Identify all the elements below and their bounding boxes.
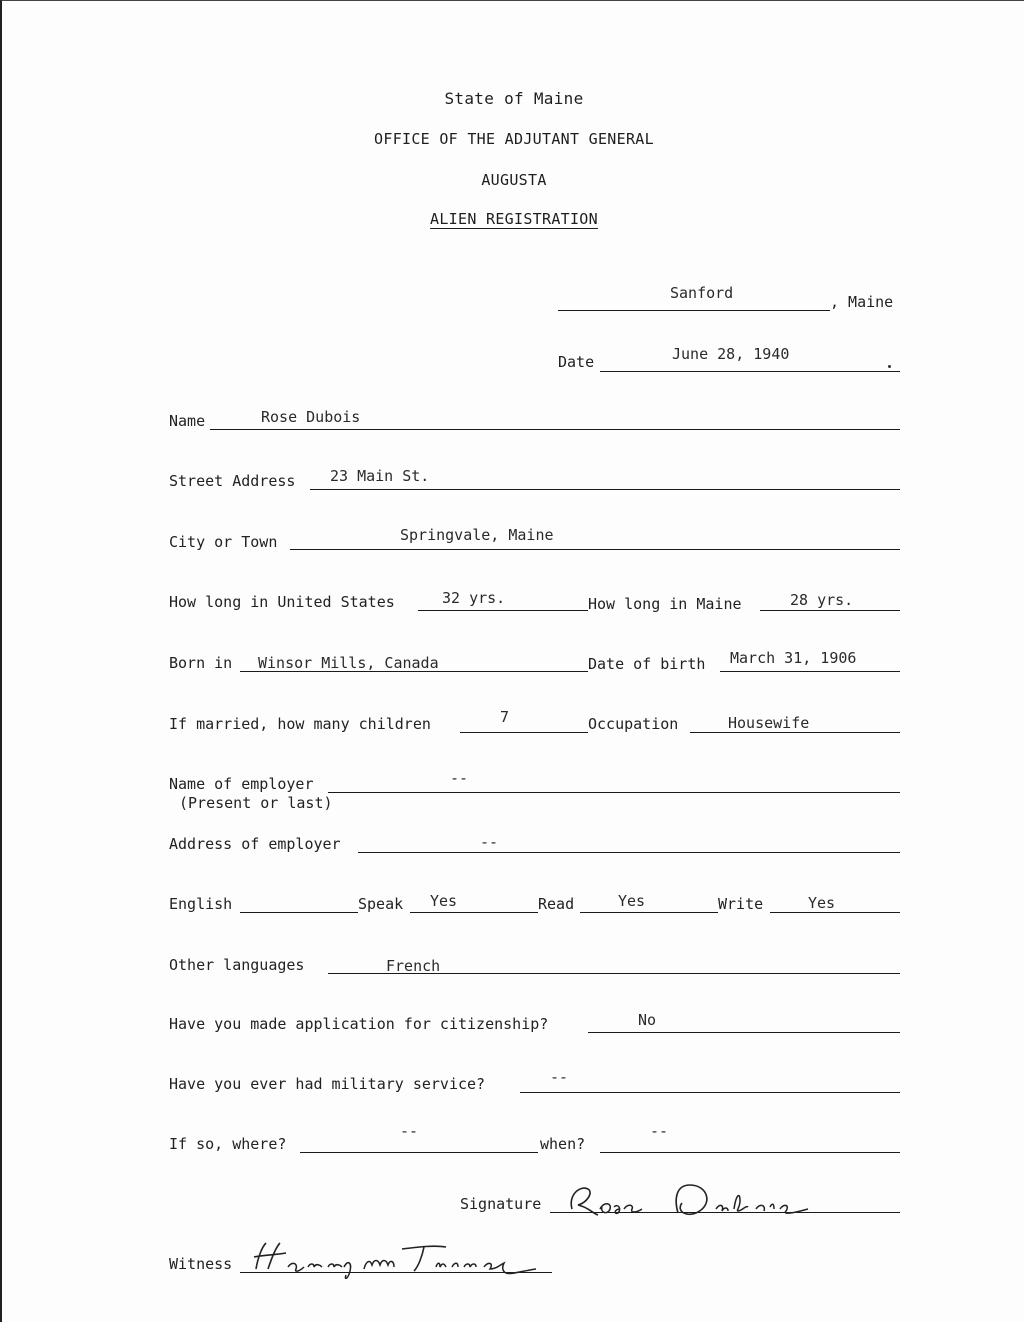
where-line bbox=[300, 1152, 538, 1153]
city-town-value: Springvale, Maine bbox=[400, 526, 554, 544]
street-value: 23 Main St. bbox=[330, 467, 430, 485]
children-value: 7 bbox=[500, 708, 510, 726]
employer-name-label: Name of employer bbox=[169, 775, 314, 793]
city-town-line bbox=[290, 549, 900, 550]
read-line bbox=[580, 912, 718, 913]
employer-address-line bbox=[358, 852, 900, 853]
citizenship-line bbox=[588, 1032, 900, 1033]
speak-line bbox=[410, 912, 538, 913]
form-title bbox=[2, 210, 1024, 228]
other-languages-label: Other languages bbox=[169, 956, 305, 974]
children-line bbox=[460, 732, 588, 733]
children-label: If married, how many children bbox=[169, 715, 431, 733]
write-line bbox=[770, 912, 900, 913]
signature-handwriting bbox=[558, 1179, 818, 1221]
occupation-value: Housewife bbox=[728, 714, 810, 732]
how-long-us-value: 32 yrs. bbox=[442, 589, 506, 607]
witness-handwriting bbox=[246, 1239, 536, 1279]
employer-address-value: -- bbox=[480, 833, 499, 851]
header-city: AUGUSTA bbox=[481, 171, 547, 189]
read-label: Read bbox=[538, 895, 575, 913]
write-value: Yes bbox=[808, 894, 836, 912]
how-long-maine-label: How long in Maine bbox=[588, 595, 742, 613]
how-long-maine-line bbox=[760, 610, 900, 611]
how-long-us-label: How long in United States bbox=[169, 593, 395, 611]
read-value: Yes bbox=[618, 892, 646, 910]
header-state: State of Maine bbox=[444, 89, 584, 108]
place-value: Sanford bbox=[670, 284, 734, 302]
where-value: -- bbox=[400, 1122, 419, 1140]
signature-label: Signature bbox=[460, 1195, 542, 1213]
city-town-label: City or Town bbox=[169, 533, 278, 551]
speak-value: Yes bbox=[430, 892, 458, 910]
born-in-label: Born in bbox=[169, 654, 233, 672]
employer-name-value: -- bbox=[450, 769, 469, 787]
occupation-line bbox=[690, 732, 900, 733]
english-label: English bbox=[169, 895, 233, 913]
other-languages-value: French bbox=[386, 957, 441, 975]
employer-address-label: Address of employer bbox=[169, 835, 341, 853]
name-value: Rose Dubois bbox=[261, 408, 361, 426]
where-label: If so, where? bbox=[169, 1135, 287, 1153]
street-line bbox=[310, 489, 900, 490]
english-line bbox=[240, 912, 358, 913]
citizenship-value: No bbox=[638, 1011, 657, 1029]
how-long-maine-value: 28 yrs. bbox=[790, 591, 854, 609]
occupation-label: Occupation bbox=[588, 715, 679, 733]
military-value: -- bbox=[550, 1068, 569, 1086]
employer-name-sublabel: (Present or last) bbox=[179, 794, 333, 812]
citizenship-label: Have you made application for citizenship? bbox=[169, 1015, 549, 1033]
when-value: -- bbox=[650, 1122, 669, 1140]
date-value: June 28, 1940 bbox=[672, 345, 790, 363]
place-line bbox=[558, 310, 830, 311]
name-line bbox=[210, 429, 900, 430]
date-line bbox=[600, 371, 900, 372]
period-mark bbox=[888, 365, 891, 368]
dob-value: March 31, 1906 bbox=[730, 649, 857, 667]
employer-name-line bbox=[328, 792, 900, 793]
date-label: Date bbox=[558, 353, 595, 371]
street-label: Street Address bbox=[169, 472, 296, 490]
military-line bbox=[520, 1092, 900, 1093]
witness-label: Witness bbox=[169, 1255, 233, 1273]
when-line bbox=[600, 1152, 900, 1153]
speak-label: Speak bbox=[358, 895, 404, 913]
name-label: Name bbox=[169, 412, 206, 430]
how-long-us-line bbox=[418, 610, 588, 611]
header-office: OFFICE OF THE ADJUTANT GENERAL bbox=[374, 130, 654, 148]
dob-line bbox=[720, 671, 900, 672]
form-title-text: ALIEN REGISTRATION bbox=[430, 210, 598, 228]
write-label: Write bbox=[718, 895, 764, 913]
military-label: Have you ever had military service? bbox=[169, 1075, 486, 1093]
place-suffix: , Maine bbox=[830, 293, 894, 311]
dob-label: Date of birth bbox=[588, 655, 706, 673]
born-in-value: Winsor Mills, Canada bbox=[258, 654, 439, 672]
when-label: when? bbox=[540, 1135, 586, 1153]
